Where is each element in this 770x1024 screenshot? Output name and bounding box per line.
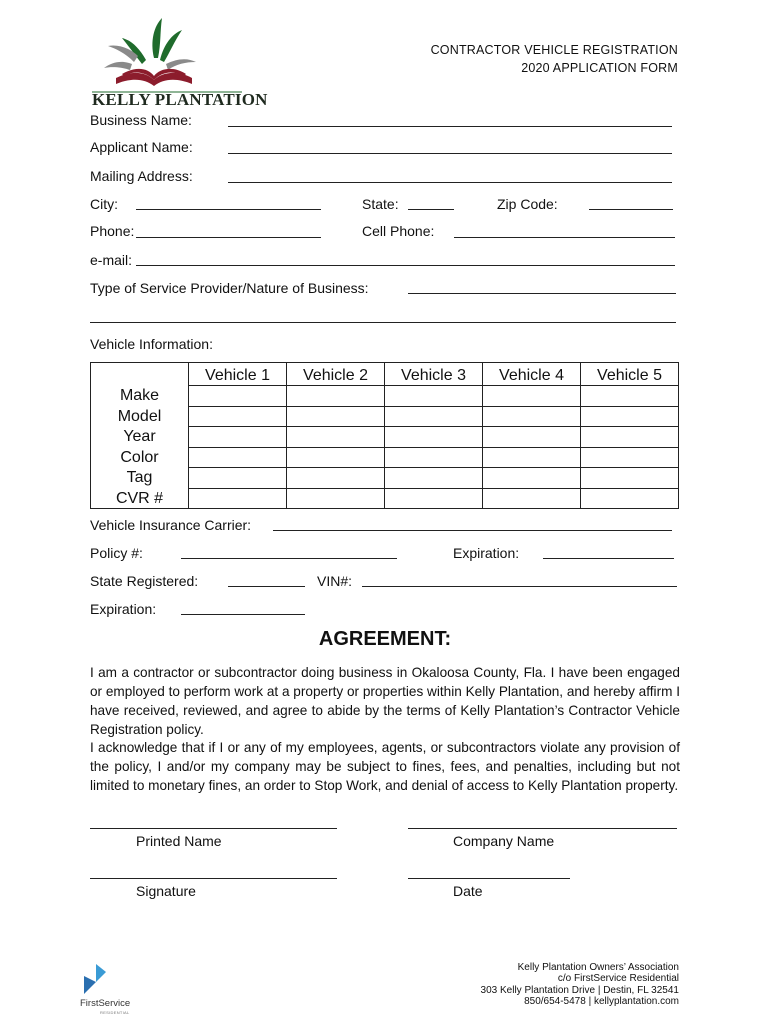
- state-label: State:: [362, 196, 399, 212]
- applicant-name-label: Applicant Name:: [90, 139, 193, 155]
- email-field[interactable]: [136, 265, 675, 266]
- firstservice-brand-text: FirstService: [80, 998, 131, 1009]
- table-cell[interactable]: [189, 427, 287, 448]
- table-cell[interactable]: [483, 386, 581, 407]
- form-title-line2: 2020 APPLICATION FORM: [521, 61, 678, 75]
- city-field[interactable]: [136, 209, 321, 210]
- date-label: Date: [453, 883, 483, 899]
- firstservice-mark-icon: [82, 962, 108, 996]
- table-cell[interactable]: [287, 406, 385, 427]
- table-row: [91, 427, 679, 448]
- printed-name-label: Printed Name: [136, 833, 222, 849]
- signature-field[interactable]: [90, 878, 337, 879]
- mailing-address-label: Mailing Address:: [90, 168, 193, 184]
- logo-wordmark: KELLY PLANTATION: [92, 90, 268, 109]
- agreement-paragraph-1: I am a contractor or subcontractor doing business in Okaloosa County, Fla. I have been engaged or employed to perform work at a property or properties within Kelly Plantation, and hereby affirm I have received, reviewed, and agree to abide by the terms of Kelly Plantation’s Contractor Vehicle Registration policy.: [90, 665, 680, 737]
- zip-code-label: Zip Code:: [497, 196, 558, 212]
- table-corner-cell: [91, 363, 189, 386]
- state-registered-label: State Registered:: [90, 573, 199, 589]
- table-cell[interactable]: [483, 468, 581, 489]
- mailing-address-field[interactable]: [228, 182, 672, 183]
- cell-phone-field[interactable]: [454, 237, 675, 238]
- insurance-carrier-field[interactable]: [273, 530, 672, 531]
- vehicle-column-header: Vehicle 2: [287, 363, 385, 386]
- table-cell[interactable]: [483, 447, 581, 468]
- footer-line-3: 303 Kelly Plantation Drive | Destin, FL 32541: [480, 985, 679, 996]
- row-label: Make: [91, 386, 189, 407]
- registration-expiration-label: Expiration:: [90, 601, 157, 617]
- table-cell[interactable]: [385, 427, 483, 448]
- date-field[interactable]: [408, 878, 570, 879]
- phone-field[interactable]: [136, 237, 321, 238]
- table-cell[interactable]: [287, 386, 385, 407]
- table-cell[interactable]: [385, 386, 483, 407]
- service-type-field[interactable]: [408, 293, 676, 294]
- table-cell[interactable]: [385, 406, 483, 427]
- table-cell[interactable]: [581, 447, 679, 468]
- table-cell[interactable]: [483, 488, 581, 509]
- service-type-field-continued[interactable]: [90, 322, 676, 323]
- footer-line-1: Kelly Plantation Owners’ Association: [517, 962, 679, 973]
- table-cell[interactable]: [581, 488, 679, 509]
- vehicle-column-header: Vehicle 1: [189, 363, 287, 386]
- company-name-field[interactable]: [408, 828, 677, 829]
- agreement-paragraph-2: I acknowledge that if I or any of my employees, agents, or subcontractors violate any provision of the policy, I and/or my company may be subject to fines, fees, and penalties, including but not limited to monetary fines, an order to Stop Work, and denial of access to Kelly Plantation property.: [90, 740, 680, 793]
- row-label: Year: [91, 427, 189, 448]
- table-cell[interactable]: [581, 468, 679, 489]
- table-cell[interactable]: [385, 447, 483, 468]
- row-label: CVR #: [91, 488, 189, 509]
- row-label: Color: [91, 447, 189, 468]
- cell-phone-label: Cell Phone:: [362, 223, 435, 239]
- footer-line-2: c/o FirstService Residential: [557, 973, 679, 984]
- vehicle-table-header-row: [91, 363, 679, 386]
- vehicle-information-label: Vehicle Information:: [90, 336, 213, 352]
- table-cell[interactable]: [189, 468, 287, 489]
- table-row: [91, 488, 679, 509]
- table-cell[interactable]: [287, 468, 385, 489]
- state-registered-field[interactable]: [228, 586, 305, 587]
- policy-expiration-label: Expiration:: [453, 545, 520, 561]
- table-cell[interactable]: [385, 468, 483, 489]
- agreement-heading: AGREEMENT:: [318, 628, 452, 650]
- business-name-field[interactable]: [228, 126, 672, 127]
- state-field[interactable]: [408, 209, 454, 210]
- form-title-line1: CONTRACTOR VEHICLE REGISTRATION: [430, 43, 678, 57]
- table-cell[interactable]: [385, 488, 483, 509]
- vehicle-column-header: Vehicle 3: [385, 363, 483, 386]
- table-cell[interactable]: [483, 427, 581, 448]
- vin-label: VIN#:: [317, 573, 353, 589]
- policy-expiration-field[interactable]: [543, 558, 674, 559]
- policy-number-field[interactable]: [181, 558, 397, 559]
- table-cell[interactable]: [581, 427, 679, 448]
- table-cell[interactable]: [581, 386, 679, 407]
- table-cell[interactable]: [189, 386, 287, 407]
- vehicle-column-header: Vehicle 4: [483, 363, 581, 386]
- printed-name-field[interactable]: [90, 828, 337, 829]
- registration-expiration-field[interactable]: [181, 614, 305, 615]
- table-cell[interactable]: [287, 447, 385, 468]
- zip-code-field[interactable]: [589, 209, 673, 210]
- email-label: e-mail:: [90, 252, 133, 268]
- signature-label: Signature: [136, 883, 196, 899]
- table-row: [91, 468, 679, 489]
- city-label: City:: [90, 196, 118, 212]
- row-label: Tag: [91, 468, 189, 489]
- table-cell[interactable]: [287, 488, 385, 509]
- applicant-name-field[interactable]: [228, 153, 672, 154]
- footer-line-4: 850/654-5478 | kellyplantation.com: [524, 996, 679, 1007]
- table-cell[interactable]: [287, 427, 385, 448]
- vehicle-column-header: Vehicle 5: [581, 363, 679, 386]
- firstservice-brand-subtext: RESIDENTIAL: [100, 1010, 130, 1015]
- service-type-label: Type of Service Provider/Nature of Business:: [90, 280, 369, 296]
- table-cell[interactable]: [189, 406, 287, 427]
- phone-label: Phone:: [90, 223, 135, 239]
- table-cell[interactable]: [189, 447, 287, 468]
- firstservice-logo: [80, 962, 140, 1018]
- row-label: Model: [91, 406, 189, 427]
- table-row: [91, 406, 679, 427]
- company-name-label: Company Name: [453, 833, 555, 849]
- vin-field[interactable]: [362, 586, 677, 587]
- policy-number-label: Policy #:: [90, 545, 143, 561]
- table-row: [91, 386, 679, 407]
- insurance-carrier-label: Vehicle Insurance Carrier:: [90, 517, 252, 533]
- business-name-label: Business Name:: [90, 112, 192, 128]
- table-cell[interactable]: [189, 488, 287, 509]
- table-cell[interactable]: [483, 406, 581, 427]
- table-row: [91, 447, 679, 468]
- vehicle-table: [90, 362, 679, 509]
- table-cell[interactable]: [581, 406, 679, 427]
